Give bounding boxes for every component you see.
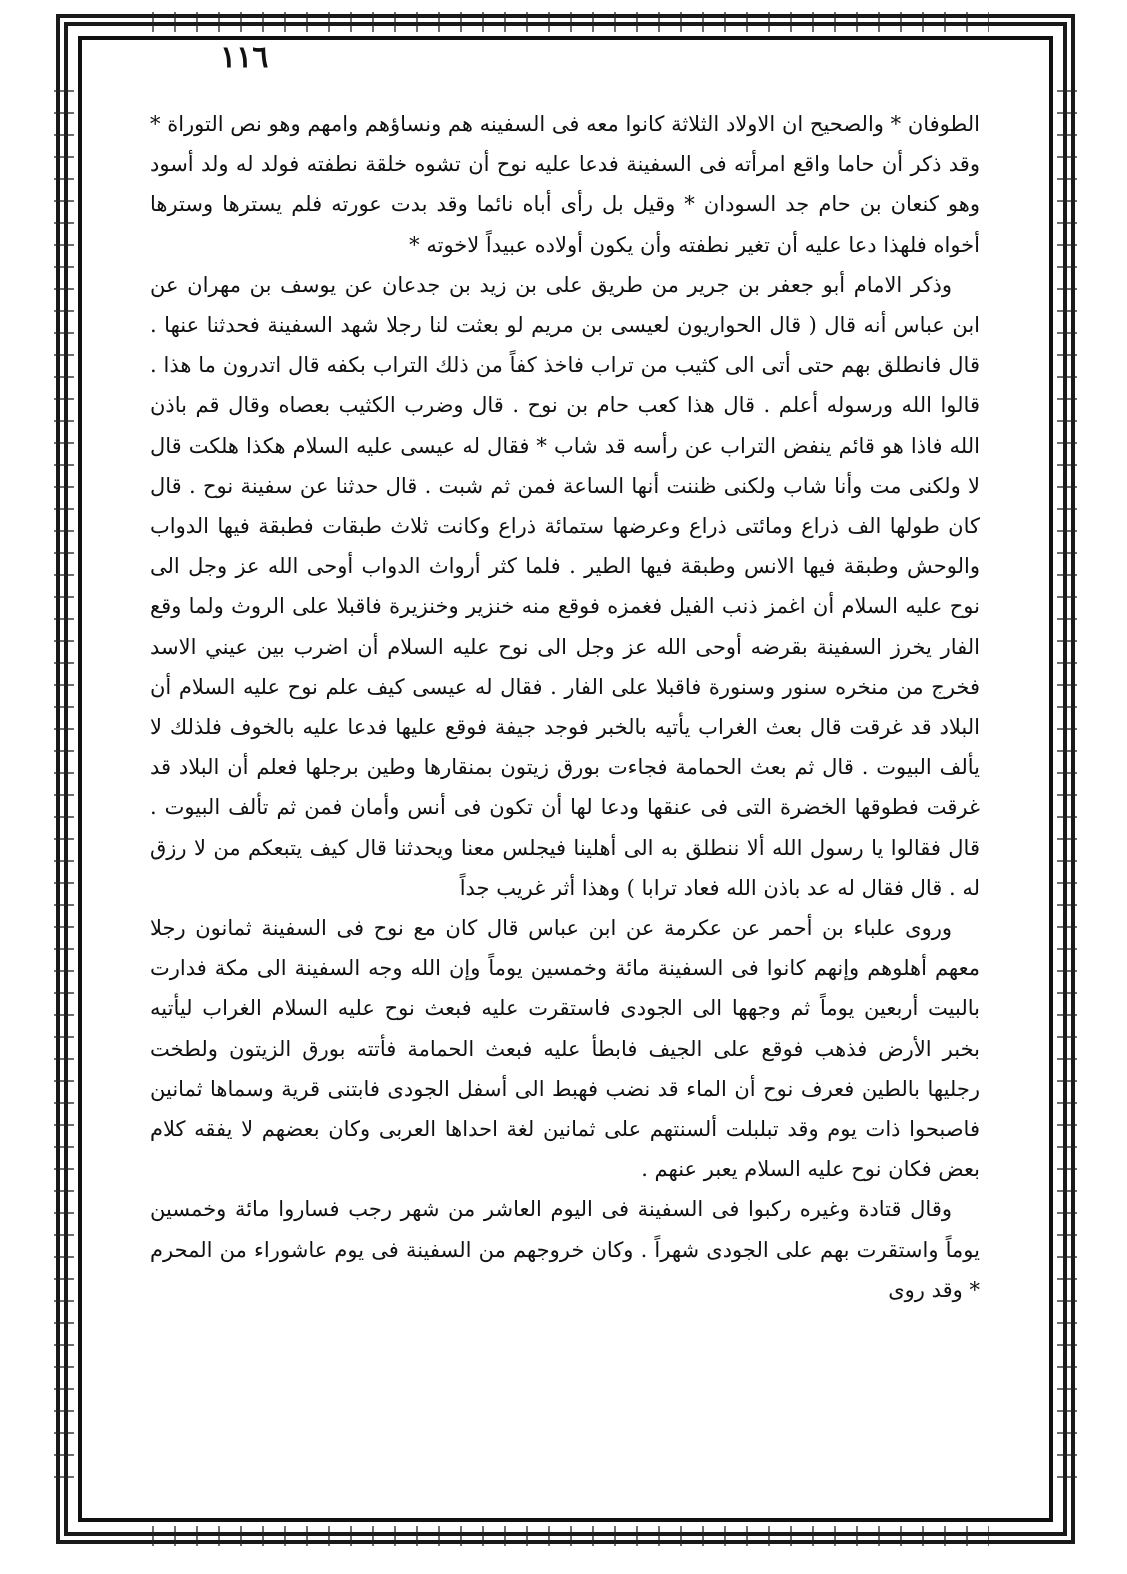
page-number: ١١٦ — [210, 40, 278, 75]
border-top-ornament — [142, 12, 989, 32]
border-bottom-ornament — [142, 1526, 989, 1546]
paragraph-2: وذكر الامام أبو جعفر بن جرير من طريق على بن زيد بن جدعان عن يوسف بن مهران عن ابن عباس أنه قال ( قال الحواريون لعيسى بن مريم لو بعثت لنا رجلا شهد السفينة فحدثنا عنها . قال فانطلق بهم حتى أتى الى كثيب من تراب فاخذ كفاً من ذلك التراب بكفه قال اتدرون ما هذا . قالوا الله ورسوله أعلم . قال هذا كعب حام بن نوح . قال وضرب الكثيب بعصاه وقال قم باذن الله فاذا هو قائم ينفض التراب عن رأسه قد شاب * فقال له عيسى عليه السلام هكذا هلكت قال لا ولكنى مت وأنا شاب ولكنى ظننت أنها الساعة فمن ثم شبت . قال حدثنا عن سفينة نوح . قال كان طولها الف ذراع ومائتى ذراع وعرضها ستمائة ذراع وكانت ثلاث طبقات فطبقة فيها الدواب والوحش وطبقة فيها الانس وطبقة فيها الطير . فلما كثر أرواث الدواب أوحى الله عز وجل الى نوح عليه السلام أن اغمز ذنب الفيل فغمزه فوقع منه خنزير وخنزيرة فاقبلا على الروث ولما وقع الفار يخرز السفينة بقرضه أوحى الله عز وجل الى نوح عليه السلام أن اضرب بين عيني الاسد فخرج من منخره سنور وسنورة فاقبلا على الفار . فقال له عيسى كيف علم نوح عليه السلام أن البلاد قد غرقت قال بعث الغراب يأتيه بالخبر فوجد جيفة فوقع عليها فدعا عليه بالخوف فلذلك لا يألف البيوت . قال ثم بعث الحمامة فجاءت بورق زيتون بمنقارها وطين برجلها فعلم أن البلاد قد غرقت فطوقها الخضرة التى فى عنقها ودعا لها أن تكون فى أنس وأمان فمن ثم تألف البيوت . قال فقالوا يا رسول الله ألا ننطلق به الى أهلينا فيجلس معنا ويحدثنا قال كيف يتبعكم من لا رزق له . قال فقال له عد باذن الله فعاد ترابا ) وهذا أثر غريب جداً — [150, 272, 980, 900]
paragraph-3: وروى علباء بن أحمر عن عكرمة عن ابن عباس قال كان مع نوح فى السفينة ثمانون رجلا معهم أهلوهم وإنهم كانوا فى السفينة مائة وخمسين يوماً وإن الله وجه السفينة الى مكة فدارت بالبيت أربعين يوماً ثم وجهها الى الجودى فاستقرت عليه فبعث نوح عليه السلام الغراب ليأتيه بخبر الأرض فذهب فوقع على الجيف فابطأ عليه فبعث الحمامة فأتته بورق الزيتون ولطخت رجليها بالطين فعرف نوح أن الماء قد نضب فهبط الى أسفل الجودى فابتنى قرية وسماها ثمانين فاصبحوا ذات يوم وقد تبلبلت ألسنتهم على ثمانين لغة احداها العربى وكان بعضهم لا يفقه كلام بعض فكان نوح عليه السلام يعبر عنهم . — [150, 916, 980, 1182]
border-left-ornament — [54, 70, 74, 1488]
page-body — [150, 104, 980, 1310]
paragraph-4: وقال قتادة وغيره ركبوا فى السفينة فى اليوم العاشر من شهر رجب فساروا مائة وخمسين يوماً واستقرت بهم على الجودى شهراً . وكان خروجهم من السفينة فى يوم عاشوراء من المحرم * وقد روى — [150, 1197, 980, 1302]
paragraph-1: الطوفان * والصحيح ان الاولاد الثلاثة كانوا معه فى السفينه هم ونساؤهم وامهم وهو نص التوراة * وقد ذكر أن حاما واقع امرأته فى السفينة فدعا عليه نوح أن تشوه خلقة نطفته فولد له ولد أسود وهو كنعان بن حام جد السودان * وقيل بل رأى أباه نائما وقد بدت عورته فلم يسترها وسترها أخواه فلهذا دعا عليه أن تغير نطفته وأن يكون أولاده عبيداً لاخوته * — [150, 112, 980, 257]
border-right-ornament — [1057, 70, 1077, 1488]
